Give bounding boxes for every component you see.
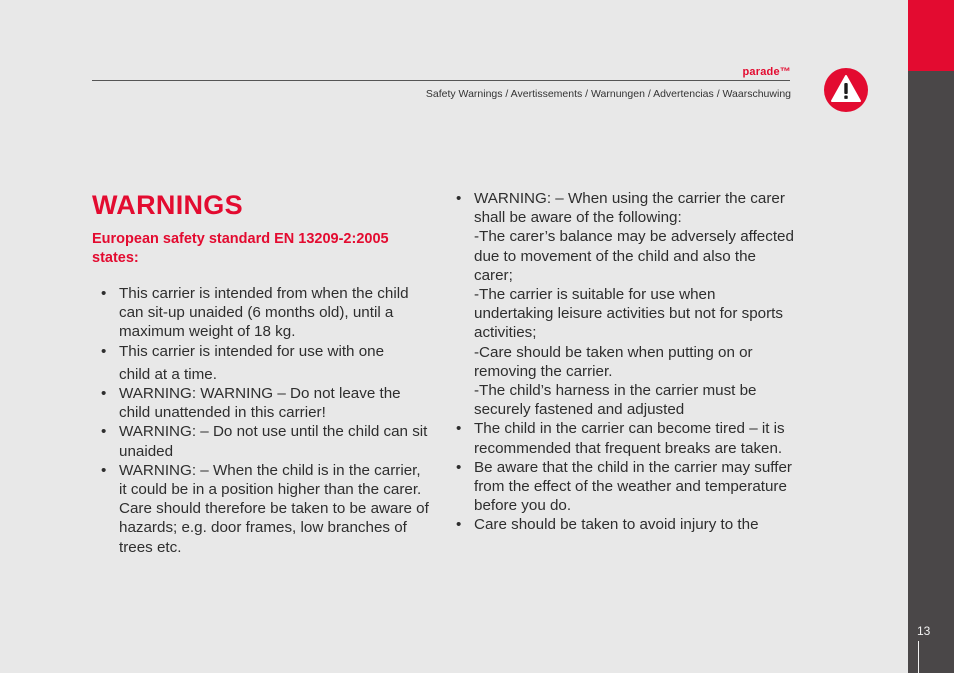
list-item: • Care should be taken to avoid injury to the — [456, 516, 759, 534]
list-item: • WARNING: WARNING – Do not leave the child unattended in this carrier! — [101, 385, 401, 422]
warning-triangle-icon — [824, 68, 868, 112]
right-column — [456, 189, 796, 535]
list-item: • Be aware that the child in the carrier may suffer from the effect of the weather and temperature before you do. — [456, 458, 792, 515]
list-item: • WARNING: – Do not use until the child can sit unaided — [101, 423, 428, 460]
page-number-divider — [918, 641, 919, 673]
left-column — [92, 190, 432, 557]
left-warning-list — [92, 284, 432, 557]
standard-heading: European safety standard EN 13209-2:2005 states: — [92, 231, 389, 266]
brand-name: parade™ — [742, 66, 791, 78]
header-divider — [92, 80, 790, 81]
sidebar-accent-block — [908, 0, 954, 71]
list-item: • WARNING: – When using the carrier the carer shall be aware of the following: -The carer’s balance may be adversely affected due to movement of the child and also the carer; -The carrier is suitable for use when undertaking leisure activities but not for sports activities; -Care should be taken when putting on or removing the carrier. -The child’s harness in the carrier must be securely fastened and adjusted — [456, 190, 794, 419]
page-title: WARNINGS — [92, 190, 243, 220]
list-item: • This carrier is intended for use with one child at a time. — [101, 342, 385, 383]
list-item: • This carrier is intended from when the child can sit-up unaided (6 months old), until a maximum weight of 18 kg. — [101, 285, 409, 341]
list-item: • The child in the carrier can become tired – it is recommended that frequent breaks are taken. — [456, 420, 785, 457]
page-sidebar — [908, 0, 954, 673]
page-number: 13 — [917, 624, 931, 638]
list-item: • WARNING: – When the child is in the carrier, it could be in a position higher than the carer. Care should therefore be taken to be aware of hazards; e.g. door frames, low branches of trees etc. — [101, 461, 429, 556]
section-subtitle: Safety Warnings / Avertissements / Warnungen / Advertencias / Waarschuwing — [425, 88, 791, 100]
right-warning-list — [456, 189, 796, 535]
